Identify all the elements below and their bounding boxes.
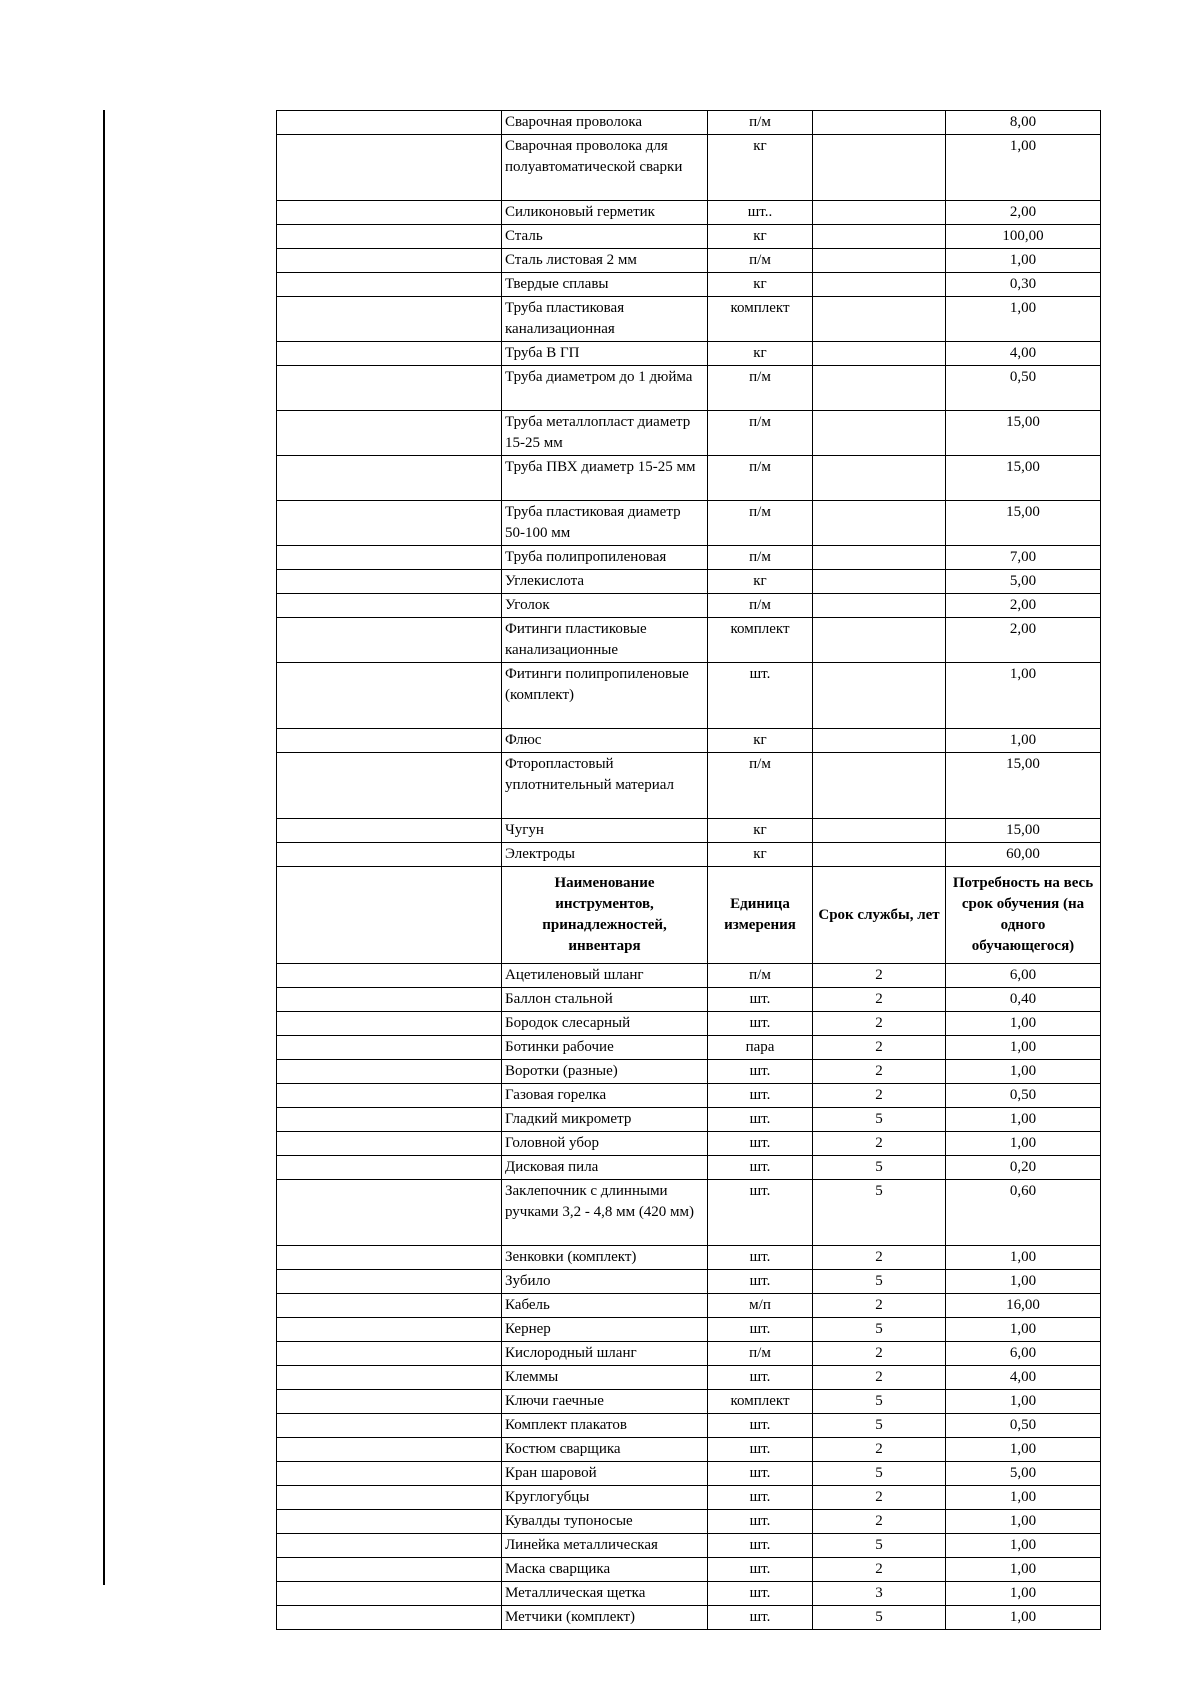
table-row bbox=[277, 342, 1101, 366]
empty-cell bbox=[277, 570, 502, 594]
empty-cell bbox=[277, 1414, 502, 1438]
empty-cell bbox=[277, 201, 502, 225]
empty-cell bbox=[277, 1270, 502, 1294]
item-name: Костюм сварщика bbox=[502, 1438, 708, 1462]
item-need: 1,00 bbox=[946, 1390, 1101, 1414]
item-unit: п/м bbox=[708, 546, 813, 570]
item-unit: м/п bbox=[708, 1294, 813, 1318]
item-unit: кг bbox=[708, 135, 813, 201]
tools-section bbox=[277, 964, 1101, 1630]
empty-cell bbox=[277, 1060, 502, 1084]
item-need: 4,00 bbox=[946, 1366, 1101, 1390]
empty-cell bbox=[277, 135, 502, 201]
table-row bbox=[277, 297, 1101, 342]
item-need: 1,00 bbox=[946, 249, 1101, 273]
item-unit: п/м bbox=[708, 366, 813, 411]
item-life bbox=[813, 342, 946, 366]
table-row bbox=[277, 1462, 1101, 1486]
empty-cell bbox=[277, 1246, 502, 1270]
item-need: 1,00 bbox=[946, 1558, 1101, 1582]
table-row bbox=[277, 1558, 1101, 1582]
item-need: 0,50 bbox=[946, 366, 1101, 411]
table-row bbox=[277, 1060, 1101, 1084]
item-unit: шт. bbox=[708, 1318, 813, 1342]
empty-cell bbox=[277, 1108, 502, 1132]
item-name: Кабель bbox=[502, 1294, 708, 1318]
item-life bbox=[813, 663, 946, 729]
item-unit: шт. bbox=[708, 1246, 813, 1270]
item-name: Газовая горелка bbox=[502, 1084, 708, 1108]
item-unit: п/м bbox=[708, 249, 813, 273]
item-name: Фторопластовый уплотнительный материал bbox=[502, 753, 708, 819]
item-need: 1,00 bbox=[946, 1270, 1101, 1294]
item-unit: комплект bbox=[708, 1390, 813, 1414]
item-life: 2 bbox=[813, 988, 946, 1012]
item-name: Сварочная проволока для полуавтоматической сварки bbox=[502, 135, 708, 201]
item-name: Заклепочник с длинными ручками 3,2 - 4,8 мм (420 мм) bbox=[502, 1180, 708, 1246]
empty-cell bbox=[277, 297, 502, 342]
item-unit: шт. bbox=[708, 1012, 813, 1036]
item-name: Дисковая пила bbox=[502, 1156, 708, 1180]
header-name: Наименование инструментов, принадлежностей, инвентаря bbox=[502, 867, 708, 964]
table-row bbox=[277, 135, 1101, 201]
item-need: 0,60 bbox=[946, 1180, 1101, 1246]
item-life: 5 bbox=[813, 1462, 946, 1486]
item-name: Чугун bbox=[502, 819, 708, 843]
item-need: 1,00 bbox=[946, 1582, 1101, 1606]
item-need: 1,00 bbox=[946, 1108, 1101, 1132]
item-need: 1,00 bbox=[946, 1036, 1101, 1060]
table-row bbox=[277, 819, 1101, 843]
item-need: 1,00 bbox=[946, 1606, 1101, 1630]
item-need: 4,00 bbox=[946, 342, 1101, 366]
empty-cell bbox=[277, 1390, 502, 1414]
empty-cell bbox=[277, 111, 502, 135]
item-life bbox=[813, 843, 946, 867]
item-name: Флюс bbox=[502, 729, 708, 753]
empty-cell bbox=[277, 366, 502, 411]
item-need: 15,00 bbox=[946, 501, 1101, 546]
table-row bbox=[277, 1294, 1101, 1318]
item-need: 1,00 bbox=[946, 1534, 1101, 1558]
item-life bbox=[813, 297, 946, 342]
table-row bbox=[277, 1270, 1101, 1294]
item-life bbox=[813, 111, 946, 135]
item-need: 0,30 bbox=[946, 273, 1101, 297]
item-unit: шт. bbox=[708, 1060, 813, 1084]
empty-cell bbox=[277, 964, 502, 988]
item-unit: кг bbox=[708, 843, 813, 867]
item-name: Уголок bbox=[502, 594, 708, 618]
table-row bbox=[277, 546, 1101, 570]
item-unit: кг bbox=[708, 729, 813, 753]
item-name: Силиконовый герметик bbox=[502, 201, 708, 225]
item-need: 6,00 bbox=[946, 964, 1101, 988]
empty-cell bbox=[277, 1606, 502, 1630]
item-life: 2 bbox=[813, 964, 946, 988]
item-name: Линейка металлическая bbox=[502, 1534, 708, 1558]
item-life: 5 bbox=[813, 1606, 946, 1630]
empty-cell bbox=[277, 342, 502, 366]
tools-header-row bbox=[277, 867, 1101, 964]
item-need: 1,00 bbox=[946, 1012, 1101, 1036]
equipment-table bbox=[276, 110, 1101, 1630]
table-row bbox=[277, 1180, 1101, 1246]
item-unit: шт. bbox=[708, 1486, 813, 1510]
item-need: 1,00 bbox=[946, 1132, 1101, 1156]
item-name: Труба полипропиленовая bbox=[502, 546, 708, 570]
table-row bbox=[277, 1342, 1101, 1366]
item-unit: шт. bbox=[708, 1270, 813, 1294]
item-unit: п/м bbox=[708, 111, 813, 135]
item-name: Воротки (разные) bbox=[502, 1060, 708, 1084]
item-need: 6,00 bbox=[946, 1342, 1101, 1366]
item-need: 1,00 bbox=[946, 297, 1101, 342]
item-need: 1,00 bbox=[946, 1246, 1101, 1270]
item-need: 15,00 bbox=[946, 753, 1101, 819]
item-need: 1,00 bbox=[946, 1060, 1101, 1084]
item-life: 5 bbox=[813, 1108, 946, 1132]
item-need: 15,00 bbox=[946, 456, 1101, 501]
table-row bbox=[277, 1486, 1101, 1510]
item-name: Бородок слесарный bbox=[502, 1012, 708, 1036]
item-name: Труба диаметром до 1 дюйма bbox=[502, 366, 708, 411]
empty-cell bbox=[277, 729, 502, 753]
item-life: 5 bbox=[813, 1534, 946, 1558]
item-unit: п/м bbox=[708, 753, 813, 819]
item-name: Труба пластиковая канализационная bbox=[502, 297, 708, 342]
table-row bbox=[277, 1510, 1101, 1534]
item-life: 2 bbox=[813, 1294, 946, 1318]
table-row bbox=[277, 1582, 1101, 1606]
item-life bbox=[813, 819, 946, 843]
table-row bbox=[277, 273, 1101, 297]
item-life bbox=[813, 753, 946, 819]
table-row bbox=[277, 1108, 1101, 1132]
table-row bbox=[277, 570, 1101, 594]
table-row bbox=[277, 1246, 1101, 1270]
item-name: Ацетиленовый шланг bbox=[502, 964, 708, 988]
table-row bbox=[277, 594, 1101, 618]
table-row bbox=[277, 1606, 1101, 1630]
item-life bbox=[813, 594, 946, 618]
empty-cell bbox=[277, 1180, 502, 1246]
item-unit: комплект bbox=[708, 297, 813, 342]
table-row bbox=[277, 501, 1101, 546]
table-row bbox=[277, 753, 1101, 819]
empty-cell bbox=[277, 1294, 502, 1318]
item-life: 2 bbox=[813, 1438, 946, 1462]
item-name: Головной убор bbox=[502, 1132, 708, 1156]
item-unit: шт. bbox=[708, 1606, 813, 1630]
item-name: Ботинки рабочие bbox=[502, 1036, 708, 1060]
table-row bbox=[277, 1156, 1101, 1180]
empty-cell bbox=[277, 1132, 502, 1156]
item-name: Металлическая щетка bbox=[502, 1582, 708, 1606]
item-need: 1,00 bbox=[946, 663, 1101, 729]
item-life bbox=[813, 411, 946, 456]
item-unit: кг bbox=[708, 342, 813, 366]
item-need: 5,00 bbox=[946, 1462, 1101, 1486]
table-row bbox=[277, 111, 1101, 135]
item-unit: шт. bbox=[708, 663, 813, 729]
item-life bbox=[813, 501, 946, 546]
item-life: 2 bbox=[813, 1036, 946, 1060]
table-row bbox=[277, 843, 1101, 867]
item-need: 2,00 bbox=[946, 594, 1101, 618]
table-row bbox=[277, 1132, 1101, 1156]
table-row bbox=[277, 964, 1101, 988]
item-name: Клеммы bbox=[502, 1366, 708, 1390]
empty-cell bbox=[277, 273, 502, 297]
empty-cell bbox=[277, 1342, 502, 1366]
table-row bbox=[277, 1390, 1101, 1414]
item-name: Баллон стальной bbox=[502, 988, 708, 1012]
item-name: Кувалды тупоносые bbox=[502, 1510, 708, 1534]
item-life: 2 bbox=[813, 1084, 946, 1108]
item-unit: шт. bbox=[708, 1534, 813, 1558]
item-need: 0,50 bbox=[946, 1084, 1101, 1108]
header-need: Потребность на весь срок обучения (на одного обучающегося) bbox=[946, 867, 1101, 964]
item-life bbox=[813, 273, 946, 297]
item-name: Кислородный шланг bbox=[502, 1342, 708, 1366]
left-margin-line bbox=[103, 110, 105, 1585]
tools-header-section bbox=[277, 867, 1101, 964]
item-unit: шт. bbox=[708, 1438, 813, 1462]
item-name: Маска сварщика bbox=[502, 1558, 708, 1582]
item-name: Фитинги пластиковые канализационные bbox=[502, 618, 708, 663]
item-need: 16,00 bbox=[946, 1294, 1101, 1318]
item-name: Комплект плакатов bbox=[502, 1414, 708, 1438]
table-row bbox=[277, 1036, 1101, 1060]
table-row bbox=[277, 366, 1101, 411]
item-need: 15,00 bbox=[946, 411, 1101, 456]
item-life: 5 bbox=[813, 1390, 946, 1414]
item-unit: шт.. bbox=[708, 201, 813, 225]
item-name: Сталь bbox=[502, 225, 708, 249]
item-unit: кг bbox=[708, 273, 813, 297]
empty-cell bbox=[277, 1036, 502, 1060]
table-row bbox=[277, 1012, 1101, 1036]
item-unit: шт. bbox=[708, 1108, 813, 1132]
empty-cell bbox=[277, 1558, 502, 1582]
item-need: 60,00 bbox=[946, 843, 1101, 867]
item-name: Метчики (комплект) bbox=[502, 1606, 708, 1630]
item-unit: п/м bbox=[708, 411, 813, 456]
item-life: 5 bbox=[813, 1414, 946, 1438]
item-name: Ключи гаечные bbox=[502, 1390, 708, 1414]
item-life: 5 bbox=[813, 1318, 946, 1342]
item-need: 0,20 bbox=[946, 1156, 1101, 1180]
item-unit: п/м bbox=[708, 964, 813, 988]
item-name: Кран шаровой bbox=[502, 1462, 708, 1486]
item-life bbox=[813, 366, 946, 411]
item-need: 1,00 bbox=[946, 1318, 1101, 1342]
table-row bbox=[277, 1438, 1101, 1462]
empty-cell bbox=[277, 1366, 502, 1390]
empty-cell bbox=[277, 843, 502, 867]
item-name: Труба пластиковая диаметр 50-100 мм bbox=[502, 501, 708, 546]
table-row bbox=[277, 249, 1101, 273]
item-life: 5 bbox=[813, 1270, 946, 1294]
item-life: 5 bbox=[813, 1180, 946, 1246]
header-unit: Единица измерения bbox=[708, 867, 813, 964]
item-life: 2 bbox=[813, 1246, 946, 1270]
item-need: 1,00 bbox=[946, 1438, 1101, 1462]
table-row bbox=[277, 1534, 1101, 1558]
item-unit: п/м bbox=[708, 501, 813, 546]
item-name: Фитинги полипропиленовые (комплект) bbox=[502, 663, 708, 729]
empty-cell bbox=[277, 1462, 502, 1486]
item-life bbox=[813, 456, 946, 501]
empty-cell bbox=[277, 1318, 502, 1342]
empty-cell bbox=[277, 411, 502, 456]
empty-cell bbox=[277, 1084, 502, 1108]
item-need: 5,00 bbox=[946, 570, 1101, 594]
empty-cell bbox=[277, 819, 502, 843]
item-unit: шт. bbox=[708, 988, 813, 1012]
item-life: 2 bbox=[813, 1060, 946, 1084]
empty-cell bbox=[277, 225, 502, 249]
header-empty-cell bbox=[277, 867, 502, 964]
header-life: Срок службы, лет bbox=[813, 867, 946, 964]
item-need: 15,00 bbox=[946, 819, 1101, 843]
empty-cell bbox=[277, 1012, 502, 1036]
item-unit: п/м bbox=[708, 594, 813, 618]
materials-section bbox=[277, 111, 1101, 867]
table-row bbox=[277, 618, 1101, 663]
item-name: Труба ПВХ диаметр 15-25 мм bbox=[502, 456, 708, 501]
table-row bbox=[277, 201, 1101, 225]
item-unit: шт. bbox=[708, 1462, 813, 1486]
empty-cell bbox=[277, 1534, 502, 1558]
item-unit: комплект bbox=[708, 618, 813, 663]
empty-cell bbox=[277, 594, 502, 618]
table-row bbox=[277, 1414, 1101, 1438]
item-need: 1,00 bbox=[946, 1510, 1101, 1534]
item-life bbox=[813, 249, 946, 273]
item-need: 1,00 bbox=[946, 1486, 1101, 1510]
empty-cell bbox=[277, 663, 502, 729]
item-name: Сталь листовая 2 мм bbox=[502, 249, 708, 273]
item-name: Твердые сплавы bbox=[502, 273, 708, 297]
item-name: Электроды bbox=[502, 843, 708, 867]
item-name: Труба В ГП bbox=[502, 342, 708, 366]
item-life: 2 bbox=[813, 1132, 946, 1156]
item-unit: кг bbox=[708, 819, 813, 843]
empty-cell bbox=[277, 753, 502, 819]
item-unit: шт. bbox=[708, 1156, 813, 1180]
table-row bbox=[277, 988, 1101, 1012]
item-unit: шт. bbox=[708, 1366, 813, 1390]
item-life bbox=[813, 225, 946, 249]
empty-cell bbox=[277, 1510, 502, 1534]
item-unit: шт. bbox=[708, 1180, 813, 1246]
table-row bbox=[277, 663, 1101, 729]
item-unit: кг bbox=[708, 225, 813, 249]
item-life: 2 bbox=[813, 1366, 946, 1390]
table-row bbox=[277, 1084, 1101, 1108]
item-need: 8,00 bbox=[946, 111, 1101, 135]
item-life: 2 bbox=[813, 1558, 946, 1582]
empty-cell bbox=[277, 1582, 502, 1606]
empty-cell bbox=[277, 249, 502, 273]
item-unit: п/м bbox=[708, 456, 813, 501]
item-name: Зубило bbox=[502, 1270, 708, 1294]
item-name: Круглогубцы bbox=[502, 1486, 708, 1510]
item-name: Кернер bbox=[502, 1318, 708, 1342]
item-need: 1,00 bbox=[946, 135, 1101, 201]
item-name: Гладкий микрометр bbox=[502, 1108, 708, 1132]
item-need: 0,50 bbox=[946, 1414, 1101, 1438]
empty-cell bbox=[277, 1156, 502, 1180]
item-name: Сварочная проволока bbox=[502, 111, 708, 135]
item-life: 2 bbox=[813, 1510, 946, 1534]
table-row bbox=[277, 1366, 1101, 1390]
item-life bbox=[813, 546, 946, 570]
item-unit: шт. bbox=[708, 1582, 813, 1606]
item-unit: шт. bbox=[708, 1558, 813, 1582]
item-unit: п/м bbox=[708, 1342, 813, 1366]
item-unit: шт. bbox=[708, 1132, 813, 1156]
item-life: 3 bbox=[813, 1582, 946, 1606]
item-life bbox=[813, 135, 946, 201]
item-life: 2 bbox=[813, 1486, 946, 1510]
empty-cell bbox=[277, 1486, 502, 1510]
empty-cell bbox=[277, 501, 502, 546]
item-need: 7,00 bbox=[946, 546, 1101, 570]
item-need: 1,00 bbox=[946, 729, 1101, 753]
empty-cell bbox=[277, 988, 502, 1012]
table-row bbox=[277, 456, 1101, 501]
item-unit: шт. bbox=[708, 1084, 813, 1108]
empty-cell bbox=[277, 456, 502, 501]
empty-cell bbox=[277, 618, 502, 663]
item-unit: шт. bbox=[708, 1510, 813, 1534]
item-life bbox=[813, 729, 946, 753]
item-need: 0,40 bbox=[946, 988, 1101, 1012]
table-row bbox=[277, 729, 1101, 753]
item-need: 2,00 bbox=[946, 201, 1101, 225]
item-need: 2,00 bbox=[946, 618, 1101, 663]
table-row bbox=[277, 411, 1101, 456]
item-name: Зенковки (комплект) bbox=[502, 1246, 708, 1270]
empty-cell bbox=[277, 1438, 502, 1462]
item-need: 100,00 bbox=[946, 225, 1101, 249]
item-name: Углекислота bbox=[502, 570, 708, 594]
table-row bbox=[277, 1318, 1101, 1342]
item-life bbox=[813, 201, 946, 225]
empty-cell bbox=[277, 546, 502, 570]
table-row bbox=[277, 225, 1101, 249]
item-unit: кг bbox=[708, 570, 813, 594]
item-life: 5 bbox=[813, 1156, 946, 1180]
item-name: Труба металлопласт диаметр 15-25 мм bbox=[502, 411, 708, 456]
item-life bbox=[813, 570, 946, 594]
item-life bbox=[813, 618, 946, 663]
item-life: 2 bbox=[813, 1342, 946, 1366]
item-life: 2 bbox=[813, 1012, 946, 1036]
item-unit: пара bbox=[708, 1036, 813, 1060]
item-unit: шт. bbox=[708, 1414, 813, 1438]
